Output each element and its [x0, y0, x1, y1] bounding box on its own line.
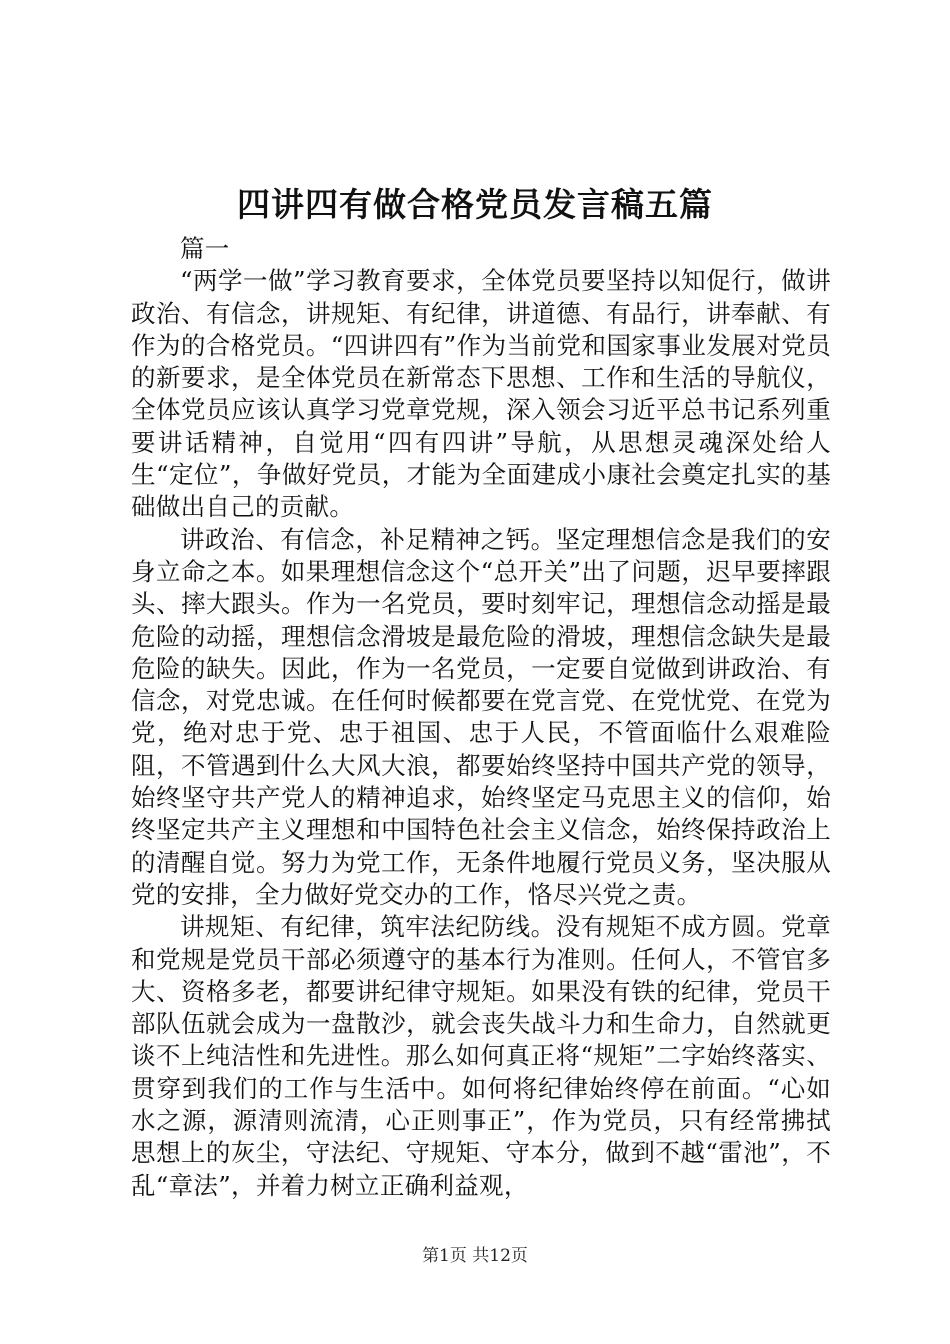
paragraph: “两学一做”学习教育要求，全体党员要坚持以知促行，做讲政治、有信念，讲规矩、有纪律，讲道德、有品行，讲奉献、有作为的合格党员。“四讲四有”作为当前党和国家事业发展对党员的新要求，是全体党员在新常态下思想、工作和生活的导航仪，全体党员应该认真学习党章党规，深入领会习近平总书记系列重要讲话精神，自觉用“四有四讲”导航，从思想灵魂深处给人生“定位”，争做好党员，才能为全面建成小康社会奠定扎实的基础做出自己的贡献。	[131, 266, 831, 522]
document-title: 四讲四有做合格党员发言稿五篇	[237, 185, 713, 224]
document-body	[131, 233, 831, 1202]
paragraph: 讲规矩、有纪律，筑牢法纪防线。没有规矩不成方圆。党章和党规是党员干部必须遵守的基本行为准则。任何人，不管官多大、资格多老，都要讲纪律守规矩。如果没有铁的纪律，党员干部队伍就会成为一盘散沙，就会丧失战斗力和生命力，自然就更谈不上纯洁性和先进性。那么如何真正将“规矩”二字始终落实、贯穿到我们的工作与生活中。如何将纪律始终停在前面。“心如水之源，源清则流清，心正则事正”，作为党员，只有经常拂拭思想上的灰尘，守法纪、守规矩、守本分，做到不越“雷池”，不乱“章法”，并着力树立正确利益观，	[131, 912, 832, 1200]
section-label: 篇一	[180, 234, 230, 263]
page-footer: 第1页 共12页	[422, 1246, 528, 1266]
paragraph: 讲政治、有信念，补足精神之钙。坚定理想信念是我们的安身立命之本。如果理想信念这个“总开关”出了问题，迟早要摔跟头、摔大跟头。作为一名党员，要时刻牢记，理想信念动摇是最危险的动摇，理想信念滑坡是最危险的滑坡，理想信念缺失是最危险的缺失。因此，作为一名党员，一定要自觉做到讲政治、有信念，对党忠诚。在任何时候都要在党言党、在党忧党、在党为党，绝对忠于党、忠于祖国、忠于人民，不管面临什么艰难险阻，不管遇到什么大风大浪，都要始终坚持中国共产党的领导，始终坚守共产党人的精神追求，始终坚定马克思主义的信仰，始终坚定共产主义理想和中国特色社会主义信念，始终保持政治上的清醒自觉。努力为党工作，无条件地履行党员义务，坚决服从党的安排，全力做好党交办的工作，恪尽兴党之责。	[131, 524, 831, 909]
